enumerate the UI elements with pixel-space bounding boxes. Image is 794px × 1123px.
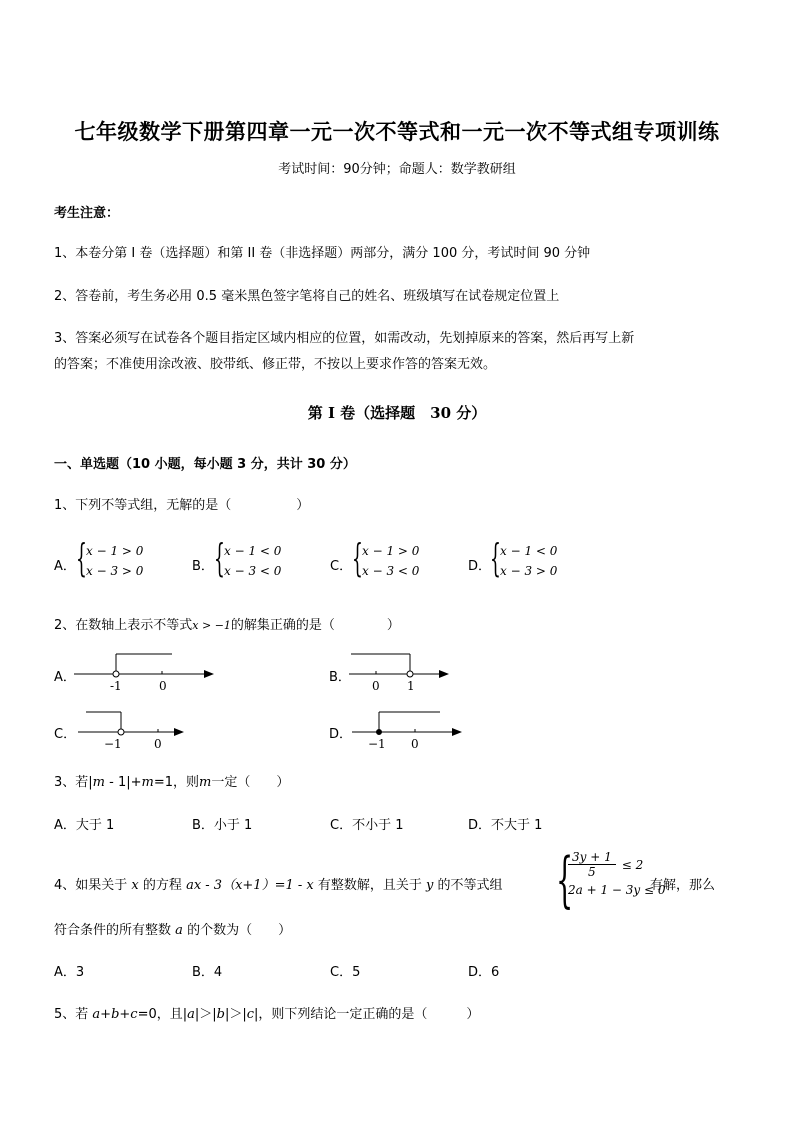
q4-inequality-system: $\frac{3y + 1}{5}$ ≤ 2 2a + 1 − 3y ≤ 0 <box>568 850 666 897</box>
question-5-stem: 5、若 a+b+c=0，且|a|＞|b|＞|c|，则下列结论一定正确的是（ ） <box>54 1007 480 1022</box>
question-1-stem: 1、下列不等式组，无解的是（ ） <box>54 498 310 513</box>
svg-text:1: 1 <box>407 679 415 692</box>
option-label: A． <box>54 559 76 574</box>
notice-heading: 考生注意： <box>54 206 120 221</box>
svg-text:-1: -1 <box>110 679 122 692</box>
q4-option-d[interactable]: D．6 <box>468 965 500 980</box>
q4-option-a[interactable]: A．3 <box>54 965 85 980</box>
exam-subtitle: 考试时间：90分钟；命题人：数学教研组 <box>278 162 516 177</box>
option-label: C． <box>54 727 77 742</box>
inequality-system: x − 1 > 0 x − 3 < 0 <box>362 544 420 578</box>
option-label: A． <box>54 670 76 685</box>
q2-option-c-number-line[interactable] <box>74 706 190 750</box>
inequality-system: x − 1 > 0 x − 3 > 0 <box>86 544 144 578</box>
option-label: B． <box>192 559 214 574</box>
svg-text:−1: −1 <box>368 737 386 750</box>
svg-text:0: 0 <box>411 737 419 750</box>
q4-option-c[interactable]: C．5 <box>330 965 361 980</box>
notice-item-1: 1、本卷分第 I 卷（选择题）和第 II 卷（非选择题）两部分，满分 100 分，考试时间 90 分钟 <box>54 246 591 261</box>
q2-option-a-number-line[interactable] <box>70 648 220 692</box>
system-brace: { <box>556 845 574 915</box>
option-label: D． <box>329 727 353 742</box>
system-brace: { <box>76 536 87 580</box>
system-brace: { <box>214 536 225 580</box>
svg-text:0: 0 <box>159 679 167 692</box>
system-brace: { <box>352 536 363 580</box>
question-2-stem: 2、在数轴上表示不等式x > −1的解集正确的是（ ） <box>54 618 400 633</box>
option-label: D． <box>468 559 492 574</box>
question-4-stem-end: 有解，那么 <box>650 878 716 893</box>
q2-option-d-number-line[interactable] <box>348 706 468 750</box>
page-title: 七年级数学下册第四章一元一次不等式和一元一次不等式组专项训练 <box>74 119 720 144</box>
question-4-stem-line2: 符合条件的所有整数 a 的个数为（ ） <box>54 923 292 938</box>
svg-text:0: 0 <box>154 737 162 750</box>
question-3-stem: 3、若|m - 1|+m=1，则m一定（ ） <box>54 775 290 790</box>
option-label: C． <box>330 559 353 574</box>
notice-item-3-line1: 3、答案必须写在试卷各个题目指定区域内相应的位置，如需改动，先划掉原来的答案，然后再写上新 <box>54 331 635 346</box>
svg-text:−1: −1 <box>104 737 122 750</box>
system-brace: { <box>490 536 501 580</box>
q4-option-b[interactable]: B．4 <box>192 965 223 980</box>
notice-item-3-line2: 的答案；不准使用涂改液、胶带纸、修正带，不按以上要求作答的答案无效。 <box>54 357 497 372</box>
q2-option-b-number-line[interactable] <box>345 648 455 692</box>
q3-option-d[interactable]: D．不大于 1 <box>468 818 543 833</box>
fraction: $\frac{3y + 1}{5}$ <box>568 850 616 879</box>
svg-text:0: 0 <box>372 679 380 692</box>
q3-option-a[interactable]: A．大于 1 <box>54 818 115 833</box>
part-heading: 一、单选题（10 小题，每小题 3 分，共计 30 分） <box>54 457 356 472</box>
notice-item-2: 2、答卷前，考生务必用 0.5 毫米黑色签字笔将自己的姓名、班级填写在试卷规定位置上 <box>54 289 560 304</box>
question-4-stem: 4、如果关于 x 的方程 ax - 3（x+1）=1 - x 有整数解，且关于 y 的不等式组 <box>54 878 503 893</box>
option-label: B． <box>329 670 351 685</box>
q3-option-c[interactable]: C．不小于 1 <box>330 818 404 833</box>
section-title: 第 I 卷（选择题 30 分） <box>307 404 487 422</box>
q3-option-b[interactable]: B．小于 1 <box>192 818 253 833</box>
inequality-system: x − 1 < 0 x − 3 > 0 <box>500 544 558 578</box>
inequality-system: x − 1 < 0 x − 3 < 0 <box>224 544 282 578</box>
